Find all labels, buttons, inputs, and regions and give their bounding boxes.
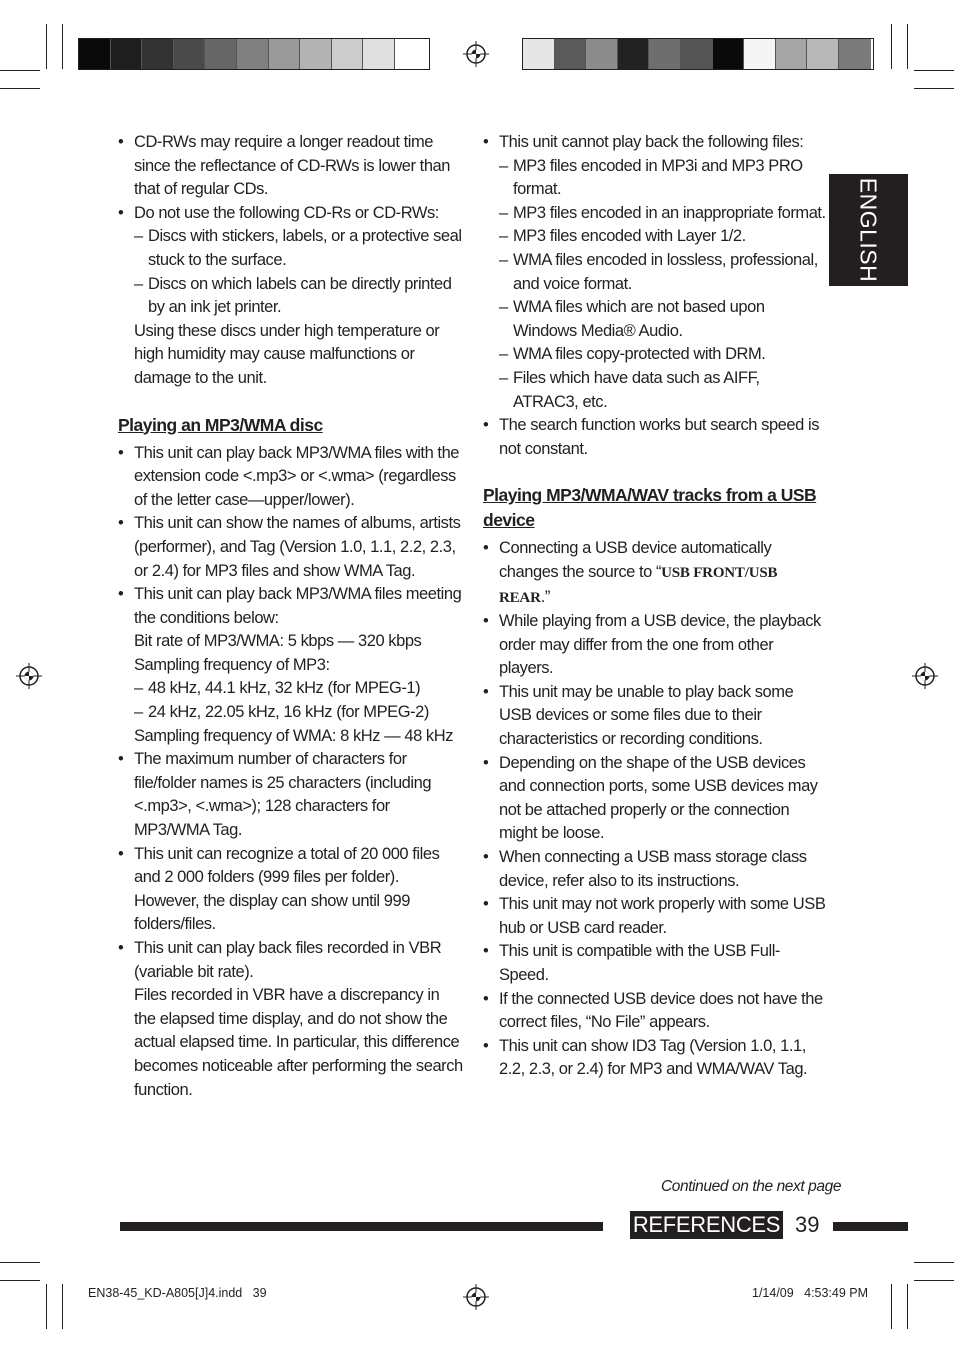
crop-mark [0,1280,40,1281]
color-bar-right [522,38,874,70]
crop-mark [891,24,892,69]
footer-rule-right [833,1222,908,1231]
crop-mark [891,1284,892,1329]
crop-mark [62,1284,63,1329]
list-continuation: Bit rate of MP3/WMA: 5 kbps — 320 kbps [134,632,422,651]
list-continuation: Files recorded in VBR have a discrepancy in the elapsed time display, and do not show the actual elapsed time. In particular, this difference becomes noticeable after performing the search function. [134,986,463,1099]
color-swatch [618,39,650,69]
section-label: REFERENCES [630,1211,783,1239]
list-sub-item: – Discs on which labels can be directly printed by an ink jet printer. [118,273,463,320]
crop-mark [907,1284,908,1329]
crop-mark [46,24,47,69]
list-item [483,537,828,610]
color-swatch [807,39,839,69]
list-sub-item: – Discs with stickers, labels, or a protective seal stuck to the surface. [118,225,463,272]
section-heading-usb: Playing MP3/WMA/WAV tracks from a USB device [483,485,817,531]
color-bar-left [78,38,430,70]
list-item: • Do not use the following CD-Rs or CD-RWs: [118,202,463,226]
crop-mark [62,24,63,69]
continued-note: Continued on the next page [661,1178,842,1195]
list-sub-item: – 24 kHz, 22.05 kHz, 16 kHz (for MPEG-2) [118,701,463,725]
color-swatch [839,39,871,69]
list-continuation: Using these discs under high temperature or high humidity may cause malfunctions or damage to the unit. [134,321,440,387]
list-item: • This unit can show ID3 Tag (Version 1.0, 1.1, 2.2, 2.3, or 2.4) for MP3 and WMA/WAV Tag. [483,1035,828,1082]
color-swatch [142,39,174,69]
list-sub-item: – WMA files copy-protected with DRM. [483,343,828,367]
list-item: • This unit can play back files recorded in VBR (variable bit rate). [118,937,463,984]
registration-mark-icon [463,41,489,67]
color-swatch [205,39,237,69]
color-swatch [300,39,332,69]
list-item: • CD-RWs may require a longer readout time since the reflectance of CD-RWs is lower than that of regular CDs. [118,131,463,202]
crop-mark [907,24,908,69]
crop-mark [914,70,954,71]
color-swatch [776,39,808,69]
list-sub-item: – Files which have data such as AIFF, ATRAC3, etc. [483,367,828,414]
color-swatch [395,39,427,69]
crop-mark [46,1284,47,1329]
list-item: • This unit cannot play back the following files: [483,131,828,155]
list-continuation: Sampling frequency of WMA: 8 kHz — 48 kHz [134,726,454,745]
language-tab-label: ENGLISH [855,177,882,283]
list-item: • This unit may not work properly with some USB hub or USB card reader. [483,893,828,940]
crop-mark [914,1280,954,1281]
crop-mark [914,88,954,89]
color-swatch [523,39,555,69]
crop-mark [0,1262,40,1263]
color-swatch [744,39,776,69]
list-item: • This unit can recognize a total of 20 000 files and 2 000 folders (999 files per folder). However, the display can show until 999 folders/files. [118,843,463,937]
list-item: • This unit can show the names of albums, artists (performer), and Tag (Version 1.0, 1.1, 2.2, 2.3, or 2.4) for MP3 files and show WMA Tag. [118,512,463,583]
crop-mark [0,70,40,71]
color-swatch [713,39,745,69]
registration-mark-icon [16,663,42,689]
list-sub-item: – WMA files encoded in lossless, professional, and voice format. [483,249,828,296]
list-sub-item: – WMA files which are not based upon Windows Media® Audio. [483,296,828,343]
color-swatch [332,39,364,69]
list-item: • The search function works but search speed is not constant. [483,414,828,461]
list-item: • While playing from a USB device, the playback order may differ from the one from other players. [483,610,828,681]
list-sub-item: – MP3 files encoded with Layer 1/2. [483,225,828,249]
list-sub-item: – MP3 files encoded in MP3i and MP3 PRO format. [483,155,828,202]
color-swatch [681,39,713,69]
right-column [483,131,828,1082]
color-swatch [363,39,395,69]
crop-mark [914,1262,954,1263]
color-swatch [586,39,618,69]
color-swatch [237,39,269,69]
usb-text-prefix: Connecting a USB device automatically changes the source to “ [499,539,772,581]
section-heading-mp3: Playing an MP3/WMA disc [118,414,323,435]
color-swatch [649,39,681,69]
left-column [118,131,463,1102]
list-continuation: Sampling frequency of MP3: [134,655,330,674]
registration-mark-icon [912,663,938,689]
list-item: • This unit can play back MP3/WMA files with the extension code <.mp3> or <.wma> (regardless of the letter case—upper/lower). [118,442,463,513]
footer-rule-left [120,1222,603,1231]
list-sub-item: – 48 kHz, 44.1 kHz, 32 kHz (for MPEG-1) [118,677,463,701]
registration-mark-icon [463,1284,489,1310]
crop-mark [0,88,40,89]
list-item: • This unit can play back MP3/WMA files meeting the conditions below: [118,583,463,630]
color-swatch [111,39,143,69]
list-item: • When connecting a USB mass storage class device, refer also to its instructions. [483,846,828,893]
list-item: • If the connected USB device does not have the correct files, “No File” appears. [483,988,828,1035]
color-swatch [174,39,206,69]
color-swatch [79,39,111,69]
page-number: 39 [795,1212,820,1237]
list-item: • Depending on the shape of the USB devices and connection ports, some USB devices may not be attached properly or the connection might be loose. [483,752,828,846]
usb-text-suffix: .” [540,587,550,606]
list-item: • This unit may be unable to play back some USB devices or some files due to their characteristics or recording conditions. [483,681,828,752]
footer-date-time: 1/14/09 4:53:49 PM [752,1286,869,1300]
list-sub-item: – MP3 files encoded in an inappropriate format. [483,202,828,226]
usb-source-name: USB FRONT/USB REAR [499,564,778,606]
color-swatch [269,39,301,69]
list-item: • This unit is compatible with the USB Full-Speed. [483,940,828,987]
color-swatch [555,39,587,69]
list-item: • The maximum number of characters for file/folder names is 25 characters (including <.mp3>, <.wma>); 128 characters for MP3/WMA Tag. [118,748,463,842]
footer-file-info: EN38-45_KD-A805[J]4.indd 39 [88,1286,267,1300]
